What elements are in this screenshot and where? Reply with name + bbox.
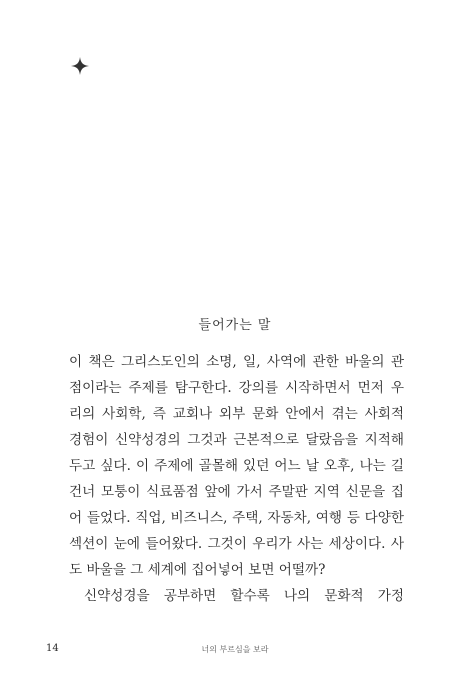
sparkle-icon [70, 56, 90, 76]
text-line: 경험이 신약성경의 그것과 근본적으로 달랐음을 지적해 [69, 432, 404, 448]
text-line: 이 책은 그리스도인의 소명, 일, 사역에 관한 바울의 관 [69, 354, 404, 370]
text-line: 도 바울을 그 세계에 집어넣어 보면 어떨까? [69, 562, 326, 578]
text-line: 두고 싶다. 이 주제에 골몰해 있던 어느 날 오후, 나는 길 [69, 458, 404, 474]
text-line: 점이라는 주제를 탐구한다. 강의를 시작하면서 먼저 우 [69, 380, 404, 396]
text-line: 리의 사회학, 즉 교회나 외부 문화 안에서 겪는 사회적 [69, 406, 404, 422]
text-line: 건너 모퉁이 식료품점 앞에 가서 주말판 지역 신문을 집 [69, 484, 404, 500]
section-title: 들어가는 말 [198, 318, 272, 333]
page-number: 14 [46, 643, 59, 654]
body-text [69, 349, 404, 609]
text-line: 신약성경을 공부하면 할수록 나의 문화적 가정 [84, 588, 404, 604]
text-line: 섹션이 눈에 들어왔다. 그것이 우리가 사는 세상이다. 사 [69, 536, 404, 552]
running-head: 너의 부르심을 보라 [201, 645, 269, 654]
text-line: 어 들었다. 직업, 비즈니스, 주택, 자동차, 여행 등 다양한 [69, 510, 404, 526]
